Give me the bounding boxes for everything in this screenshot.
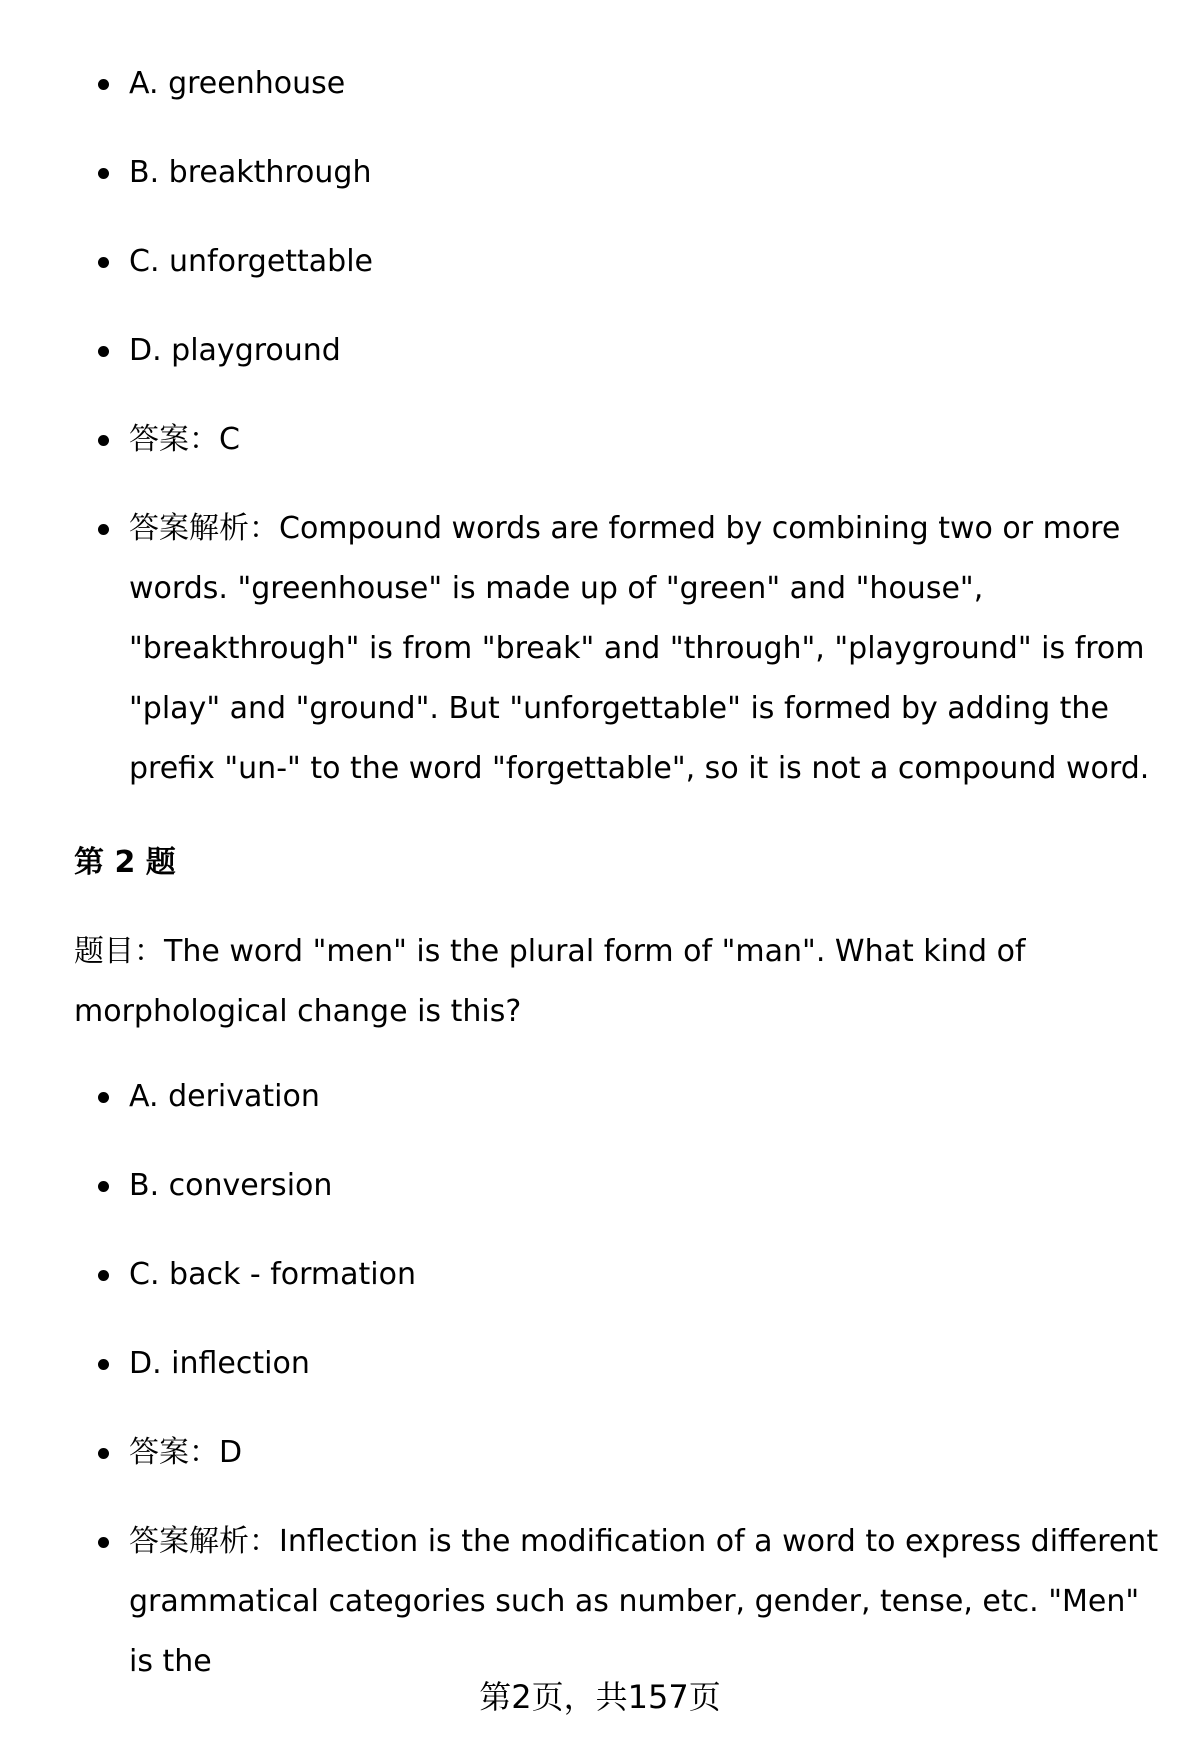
- bullet-icon: [98, 1092, 109, 1103]
- option-item: [74, 54, 1164, 114]
- option-item: [74, 1245, 1164, 1305]
- option-item: [74, 1067, 1164, 1127]
- question-1-options-list: [74, 54, 1164, 799]
- option-b-text: B. conversion: [129, 1168, 333, 1203]
- answer-value: C: [219, 422, 240, 457]
- question-1-section: [74, 54, 1164, 799]
- bullet-icon: [98, 168, 109, 179]
- option-b-text: B. breakthrough: [129, 155, 372, 190]
- bullet-icon: [98, 346, 109, 357]
- question-text: The word "men" is the plural form of "man". What kind of morphological change is this?: [74, 934, 1026, 1029]
- answer-item: [74, 410, 1164, 470]
- answer-value: D: [219, 1435, 243, 1470]
- answer-label: 答案：: [129, 422, 219, 457]
- option-a-text: A. derivation: [129, 1079, 320, 1114]
- explanation-text: Inflection is the modification of a word to express different grammatical categories such as number, gender, tense, etc. "Men" is the: [129, 1524, 1159, 1679]
- option-d-text: D. inflection: [129, 1346, 310, 1381]
- bullet-icon: [98, 435, 109, 446]
- explanation-item: [74, 1512, 1164, 1692]
- option-item: [74, 143, 1164, 203]
- bullet-icon: [98, 79, 109, 90]
- question-2-heading: 第 2 题: [74, 845, 176, 880]
- question-label: 题目：: [74, 934, 164, 969]
- answer-item: [74, 1423, 1164, 1483]
- bullet-icon: [98, 1359, 109, 1370]
- bullet-icon: [98, 1270, 109, 1281]
- option-item: [74, 1334, 1164, 1394]
- question-2-section: [74, 1067, 1164, 1692]
- option-c-text: C. back - formation: [129, 1257, 417, 1292]
- explanation-label: 答案解析：: [129, 511, 279, 546]
- option-item: [74, 321, 1164, 381]
- explanation-text: Compound words are formed by combining two or more words. "greenhouse" is made up of "green" and "house", "breakthrough" is from "break" and "through", "playground" is from "play" and "ground". But "unforgettable" is formed by adding the prefix "un-" to the word "forgettable", so it is not a compound word.: [129, 511, 1150, 786]
- option-a-text: A. greenhouse: [129, 66, 346, 101]
- explanation-item: [74, 499, 1164, 799]
- question-2-prompt: [74, 922, 1164, 1042]
- bullet-icon: [98, 524, 109, 535]
- option-item: [74, 1156, 1164, 1216]
- option-d-text: D. playground: [129, 333, 341, 368]
- option-c-text: C. unforgettable: [129, 244, 374, 279]
- explanation-label: 答案解析：: [129, 1524, 279, 1559]
- bullet-icon: [98, 257, 109, 268]
- option-item: [74, 232, 1164, 292]
- answer-label: 答案：: [129, 1435, 219, 1470]
- bullet-icon: [98, 1448, 109, 1459]
- page-indicator: 第2页，共157页: [479, 1678, 721, 1716]
- bullet-icon: [98, 1181, 109, 1192]
- bullet-icon: [98, 1537, 109, 1548]
- question-2-options-list: [74, 1067, 1164, 1692]
